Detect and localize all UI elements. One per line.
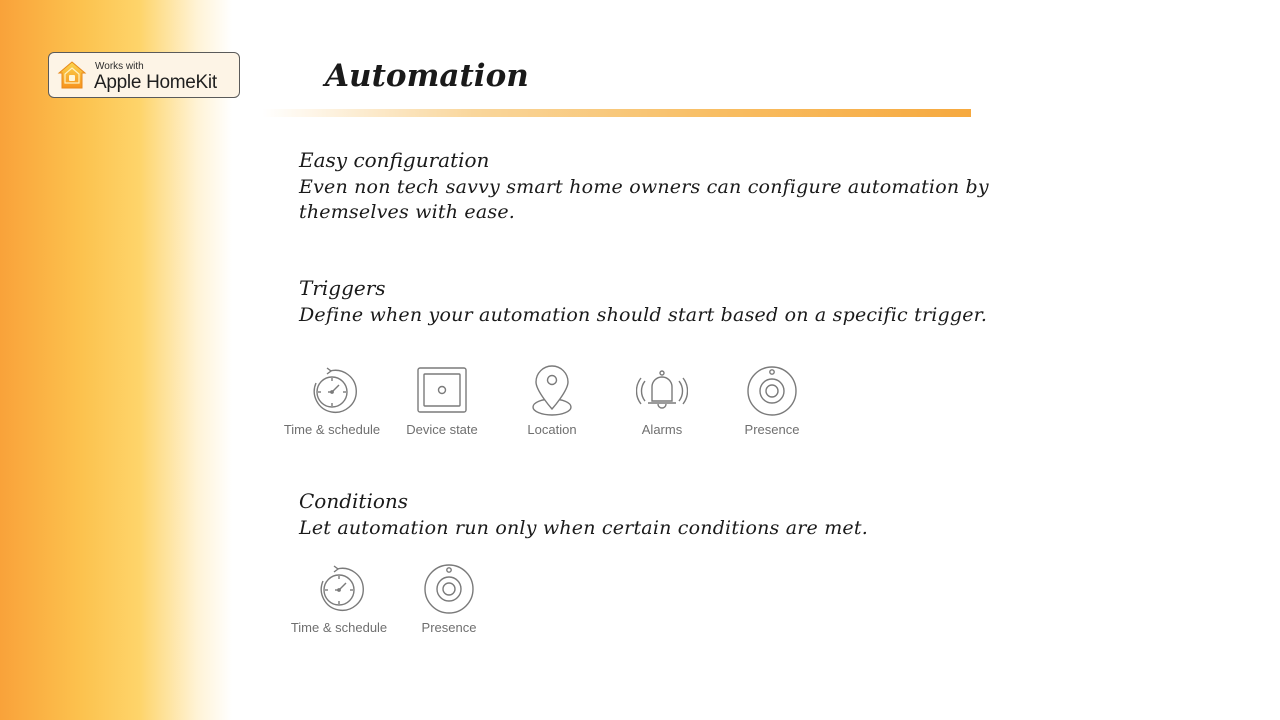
section-body-easy-configuration: Even non tech savvy smart home owners can configure automation by themselves with ease. [299, 176, 989, 223]
presence-icon [746, 365, 798, 417]
presence-icon [423, 563, 475, 615]
homekit-badge [48, 52, 240, 98]
section-heading-triggers: Triggers [299, 276, 386, 300]
condition-presence [394, 563, 504, 636]
section-body-triggers: Define when your automation should start based on a specific trigger. [299, 304, 988, 326]
badge-small-text: Works with [95, 61, 144, 72]
trigger-location [497, 365, 607, 438]
alarm-bell-icon [636, 365, 688, 417]
badge-brand-text: Apple HomeKit [94, 72, 217, 93]
page-title: Automation [325, 58, 529, 94]
icon-label: Time & schedule [283, 422, 381, 437]
home-icon [57, 60, 87, 90]
icon-label: Device state [406, 422, 478, 437]
icon-label: Location [527, 422, 577, 437]
clock-icon [313, 563, 365, 615]
icon-label: Presence [421, 620, 477, 635]
location-pin-icon [526, 365, 578, 417]
clock-icon [306, 365, 358, 417]
trigger-presence [717, 365, 827, 438]
trigger-time-schedule [277, 365, 387, 438]
icon-label: Presence [744, 422, 800, 437]
condition-time-schedule [284, 563, 394, 636]
side-gradient-panel [0, 0, 232, 720]
trigger-device-state [387, 365, 497, 438]
device-state-icon [416, 365, 468, 417]
title-underline [262, 109, 971, 117]
section-heading-conditions: Conditions [299, 489, 409, 513]
icon-label: Time & schedule [290, 620, 388, 635]
section-body-conditions: Let automation run only when certain conditions are met. [299, 517, 868, 539]
section-heading-easy-configuration: Easy configuration [299, 148, 490, 172]
trigger-alarms [607, 365, 717, 438]
icon-label: Alarms [641, 422, 683, 437]
